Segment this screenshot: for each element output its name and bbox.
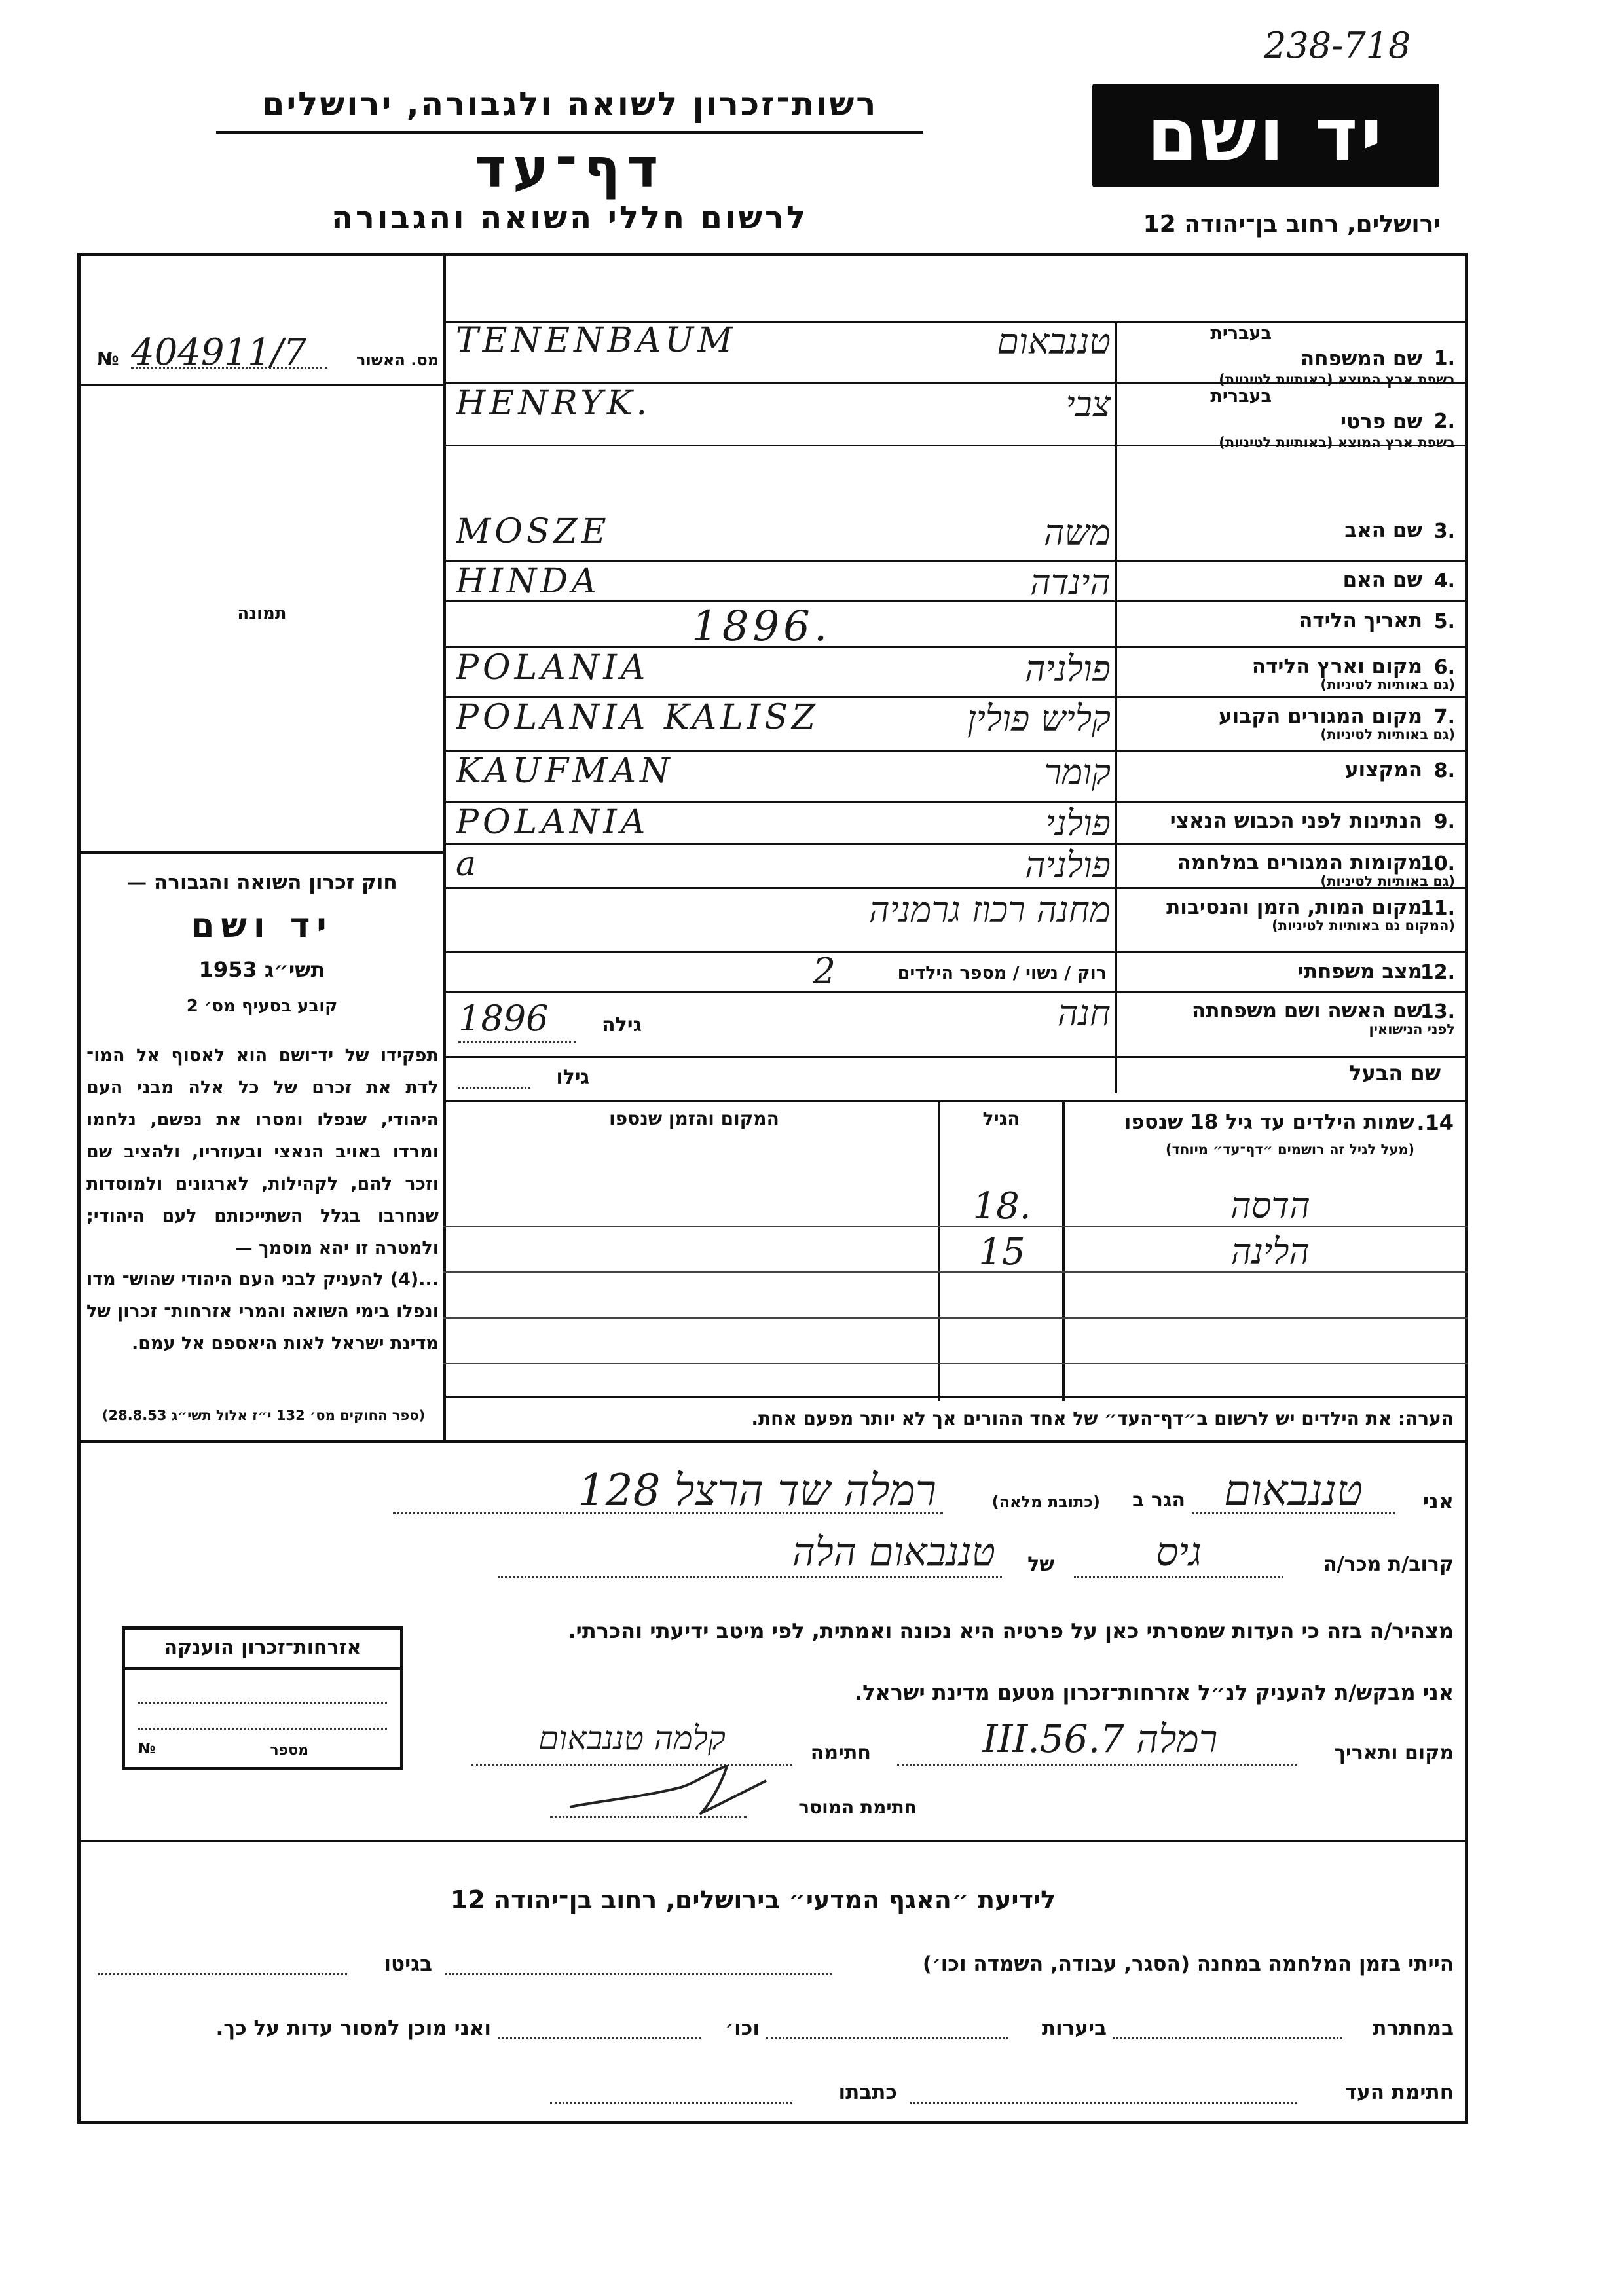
field-value-hebrew: קליש פולין (967, 698, 1111, 739)
field-value-latin: a (456, 845, 481, 884)
decl-place-date-line (897, 1764, 1297, 1766)
decl-signature-label: חתימה (810, 1741, 871, 1764)
footer-line2-blank-2 (766, 2037, 1008, 2039)
citizenship-box-number-sign: № (138, 1741, 156, 1757)
law-title: חוק זכרון השואה והגבורה — (126, 871, 397, 894)
field-label: מקום וארץ הלידה (1251, 655, 1422, 678)
children-col-age-right (1062, 1100, 1065, 1401)
field-value-hebrew: טננבאום (997, 321, 1111, 362)
field-row (443, 562, 1468, 602)
logo-text: יד ושם (1147, 93, 1385, 178)
header-rule (216, 131, 923, 134)
decl-i-label: אני (1422, 1489, 1454, 1514)
field-sublabel: בשפת ארץ המוצא (באותיות לטיניות) (1219, 372, 1455, 388)
children-row-rule (443, 1363, 1468, 1364)
wife-age-value: 1896 (458, 998, 549, 1039)
field-value-latin: KAUFMAN (456, 752, 674, 791)
footer-line2-blank-3 (498, 2037, 701, 2039)
field-label: שם האשה ושם משפחתה (1192, 999, 1422, 1023)
field-value-hebrew: חנה (1057, 993, 1111, 1034)
note: הערה: את הילדים יש לרשום ב״דף־העד״ של אחד ההורים אך לא יותר מפעם אחת. (751, 1408, 1454, 1429)
field-sublabel: (גם באותיות לטיניות) (1320, 727, 1455, 742)
field-value-hebrew: קומר (1044, 752, 1111, 793)
field-value-latin: POLANIA (456, 803, 650, 842)
yad-vashem-logo (1092, 84, 1439, 187)
field-value-latin: HINDA (456, 562, 600, 601)
footer-line1-blank-1 (445, 1973, 832, 1975)
field-row (443, 384, 1468, 450)
footer-line2-blank-1 (1113, 2037, 1342, 2039)
official-signature-label: חתימת המוסר (798, 1796, 917, 1818)
footer-top-rule (77, 1840, 1468, 1842)
note-bottom-rule (77, 1440, 1468, 1443)
husband-age-line (458, 1087, 530, 1089)
decl-statement-1: מצהיר/ה בזה כי העדות שמסרתי כאן על פרטיה היא נכונה ואמתית, לפי מיטב ידיעתי והכרתי. (568, 1618, 1454, 1643)
footer-line3-b: כתבתו (838, 2081, 897, 2104)
field-sublabel: (גם באותיות לטיניות) (1320, 677, 1455, 693)
citizenship-box-line-2 (138, 1728, 387, 1730)
field-label: שם האב (1344, 519, 1422, 542)
field-value-latin: HENRYK. (456, 384, 652, 423)
decl-relation: גיס (1156, 1529, 1202, 1575)
field-number: 13. (1420, 1000, 1455, 1023)
field-label: המקצוע (1344, 758, 1422, 782)
citizenship-box-title: אזרחות־זכרון הוענקה (164, 1636, 361, 1659)
approval-number: 404911/7 (131, 331, 307, 374)
file-reference: 238-718 (1264, 25, 1411, 66)
decl-signature: קלמה טננבאום (538, 1719, 726, 1757)
field-label: מצב משפחתי (1297, 960, 1422, 983)
law-text-1: תפקידו של יד־ושם הוא לאסוף אל המו־ לדת את זכרם של כל אלה מבני העם היהודי, שנפלו ומסרו את נפשם, נלחמו ומרדו באויב הנאצי ובעוזריו, ולהציב שם וזכר להם, לקהילות, לארגונים ולמוסדות שנחרבו בגלל השתייכותם לעם היהודי; ולמטרה זו יהא מוסמך — (86, 1046, 439, 1258)
decl-address-line (393, 1512, 943, 1514)
field-number: 4. (1433, 570, 1455, 592)
law-clause: קובע בסעיף מס׳ 2 (186, 996, 338, 1016)
field-value-latin: MOSZE (456, 512, 610, 551)
children-place-header: המקום והזמן שנספו (609, 1108, 779, 1129)
decl-relation-line (1074, 1576, 1283, 1578)
husband-label: שם הבעל (1349, 1061, 1441, 1085)
official-signature-line (550, 1816, 747, 1818)
field-number: 1. (1433, 347, 1455, 370)
children-top-rule (443, 1100, 1468, 1102)
field-label: הנתינות לפני הכבוש הנאצי (1170, 809, 1422, 833)
family-status-options: רוק / נשוי / מספר הילדים (897, 963, 1107, 983)
decl-place-date-label: מקום ותאריך (1334, 1741, 1454, 1764)
decl-address: רמלה שד הרצל 128 (578, 1465, 936, 1516)
field-number: 9. (1433, 811, 1455, 833)
field-number: 2. (1433, 410, 1455, 433)
footer-title: לידיעת ״האגף המדעי״ בירושלים, רחוב בן־יהודה 12 (450, 1886, 1056, 1914)
field-row (443, 648, 1468, 698)
decl-of-name: טננבאום הלה (792, 1529, 995, 1575)
decl-resides-label: הגר ב (1132, 1489, 1185, 1512)
header-authority: רשות־זכרון לשואה ולגבורה, ירושלים (261, 85, 878, 123)
field-row (443, 803, 1468, 845)
field-sublabel: (גם באותיות לטיניות) (1320, 873, 1455, 889)
number-sign: № (97, 348, 119, 370)
citizenship-box (122, 1626, 403, 1770)
sidebar-cell-rule-1 (77, 384, 444, 386)
wife-age-label: גילה (602, 1013, 642, 1036)
field-number: 3. (1433, 520, 1455, 543)
field-row (443, 845, 1468, 889)
form-title: דף־עד (474, 137, 665, 200)
law-name: יד ושם (191, 906, 333, 945)
children-col-age-left (938, 1100, 940, 1401)
footer-line3-blank-2 (550, 2102, 792, 2104)
children-label: שמות הילדים עד גיל 18 שנספו (1124, 1110, 1414, 1134)
wife-age-line (458, 1041, 576, 1043)
field-label: שם פרטי (1340, 410, 1422, 433)
citizenship-box-line-1 (138, 1702, 387, 1704)
child-age: 18. (972, 1185, 1031, 1228)
field-sublabel: לפני הנישואין (1369, 1021, 1455, 1037)
field-row (443, 698, 1468, 752)
footer-line2-d: ואני מוכן למסור עדות על כך. (215, 2016, 491, 2040)
sidebar-cell-rule-2 (77, 851, 444, 854)
field-row (443, 752, 1468, 803)
children-sublabel: (מעל לגיל זה רושמים ״דף־עד״ מיוחד) (1166, 1142, 1414, 1157)
law-text-2: ...(4) להעניק לבני העם היהודי שהוש־ מדו ונפלו בימי השואה והמרי אזרחות־ זכרון של מדינת ישראל לאות היאספם אל עמם. (86, 1269, 439, 1354)
field-number: 8. (1433, 759, 1455, 782)
photo-label: תמונה (237, 604, 287, 623)
husband-age-label: גילו (556, 1066, 589, 1089)
field-value-hebrew: פולניה (1025, 648, 1111, 689)
field-number: 10. (1420, 852, 1455, 875)
field-value-hebrew: פולניה (1025, 845, 1111, 886)
children-age-header: הגיל (982, 1108, 1020, 1129)
field-row-rule (443, 1056, 1468, 1058)
decl-surname: טננבאום (1223, 1465, 1363, 1516)
decl-relative-label: קרוב/ת מכר/ה (1323, 1553, 1454, 1576)
children-number: 14. (1416, 1110, 1454, 1135)
field-label: תאריך הלידה (1299, 609, 1422, 632)
field-value-hebrew: משה (1044, 512, 1111, 553)
citizenship-box-rule (125, 1667, 400, 1670)
decl-of-label: של (1027, 1553, 1054, 1576)
field-row (443, 512, 1468, 562)
field-row (443, 602, 1468, 651)
field-value-hebrew: הינדה (1030, 562, 1111, 603)
decl-surname-line (1192, 1512, 1395, 1514)
field-number: 11. (1420, 897, 1455, 920)
field-number: 12. (1420, 961, 1455, 984)
field-label: מקום המות, הזמן והנסיבות (1166, 896, 1422, 919)
footer-line1-b: בגיטו (384, 1952, 432, 1976)
footer-line1-a: הייתי בזמן המלחמה במחנה (הסגר, עבודה, השמדה וכו׳) (922, 1952, 1454, 1976)
decl-full-address-label: (כתובת מלאה) (991, 1493, 1100, 1511)
field-label: שם האם (1342, 568, 1422, 592)
decl-statement-2: אני מבקש/ת להעניק לנ״ל אזרחות־זכרון מטעם מדינת ישראל. (855, 1680, 1454, 1705)
field-label: מקום המגורים הקבוע (1219, 704, 1422, 728)
citizenship-box-number-label: מספר (270, 1742, 308, 1758)
footer-line2-b: ביערות (1041, 2016, 1107, 2040)
children-row-rule (443, 1317, 1468, 1319)
field-row (443, 889, 1468, 953)
field-value-hebrew: פולני (1045, 803, 1111, 844)
field-row (443, 321, 1468, 388)
footer-line1-blank-2 (98, 1973, 347, 1975)
field-number: 6. (1433, 656, 1455, 679)
field-sublabel: (המקום גם באותיות לטיניות) (1272, 918, 1455, 934)
official-signature-scribble (563, 1761, 773, 1820)
field-value-latin: 1896. (692, 602, 832, 651)
field-sub-top: בעברית (1210, 323, 1272, 344)
approval-label: מס. האשור (356, 351, 439, 369)
field-label: מקומות המגורים במלחמה (1177, 851, 1422, 875)
approval-number-line (131, 367, 327, 369)
child-age: 15 (978, 1231, 1025, 1273)
decl-of-name-line (498, 1576, 1002, 1578)
footer-line2-a: במחתרת (1373, 2016, 1454, 2040)
law-year: תשי״ג 1953 (198, 957, 325, 982)
field-value-hebrew: 2 (813, 951, 836, 992)
field-value-hebrew: צבי (1065, 384, 1111, 425)
decl-place-date: רמלה 7.III.56 (982, 1717, 1218, 1761)
footer-line3-a: חתימת העד (1344, 2081, 1454, 2104)
footer-line3-blank-1 (910, 2102, 1297, 2104)
field-label: שם המשפחה (1300, 347, 1422, 371)
note-top-rule (443, 1396, 1468, 1398)
footer-line2-c: וכו׳ (725, 2016, 760, 2040)
field-sublabel: בשפת ארץ המוצא (באותיות לטיניות) (1219, 435, 1455, 450)
law-source: (ספר החוקים מס׳ 132 י״ז אלול תשי״ג 28.8.53) (101, 1408, 426, 1423)
form-subtitle: לרשום חללי השואה והגבורה (331, 200, 808, 236)
field-value-latin: POLANIA KALISZ (456, 698, 819, 737)
field-value-latin: TENENBAUM (456, 321, 737, 360)
child-name: הלינה (1230, 1231, 1310, 1272)
field-value-latin: POLANIA (456, 648, 650, 687)
header-address: ירושלים, רחוב בן־יהודה 12 (1143, 211, 1441, 238)
field-number: 5. (1433, 610, 1455, 633)
field-sub-top: בעברית (1210, 386, 1272, 407)
field-value-hebrew: מחנה רכוז גרמניה (868, 889, 1111, 930)
child-name: הדסה (1230, 1185, 1310, 1226)
field-number: 7. (1433, 706, 1455, 729)
